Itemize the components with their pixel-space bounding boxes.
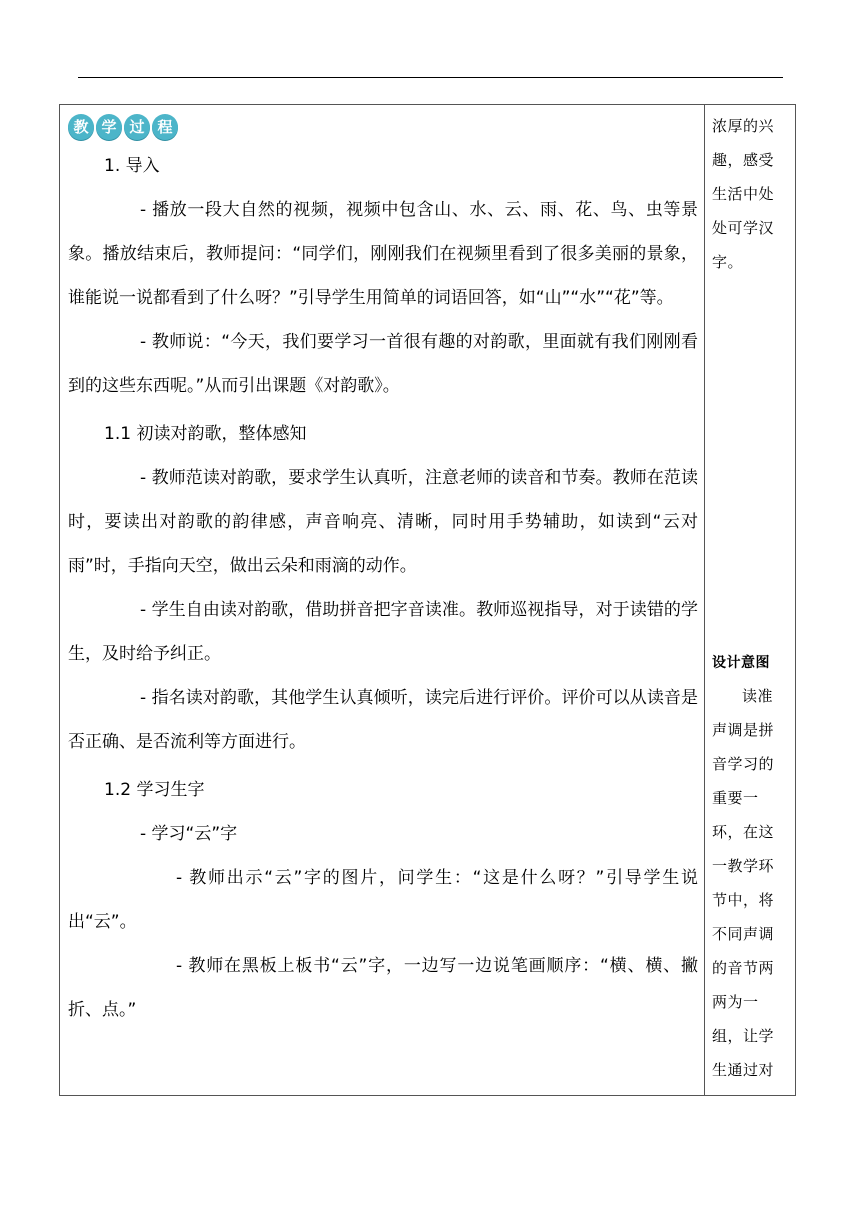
heading-first-reading: 1.1 初读对韵歌，整体感知: [104, 424, 307, 444]
teaching-process-column: [68, 105, 698, 1032]
badge-char: 过: [124, 114, 150, 140]
lesson-table: [59, 104, 796, 1096]
badge-char: 教: [68, 114, 94, 140]
side-note: 读准声调是拼音学习的重要一环，在这一教学环节中，将不同声调的音节两两为一组，让学生通过对: [712, 687, 775, 1079]
paragraph: - 教师出示“云”字的图片，问学生：“这是什么呀？”引导学生说出“云”。: [68, 868, 698, 932]
badge-char: 程: [152, 114, 178, 140]
column-divider: [704, 105, 705, 1095]
paragraph: - 播放一段大自然的视频，视频中包含山、水、云、雨、花、鸟、虫等景象。播放结束后，教师提问：“同学们，刚刚我们在视频里看到了很多美丽的景象，谁能说一说都看到了什么呀？”引导学生用简单的词语回答，如“山”“水”“花”等。: [68, 200, 698, 308]
heading-new-characters: 1.2 学习生字: [104, 780, 205, 800]
paragraph: - 指名读对韵歌，其他学生认真倾听，读完后进行评价。评价可以从读音是否正确、是否流利等方面进行。: [68, 688, 698, 752]
heading-intro: 1. 导入: [104, 156, 160, 176]
section-badge: [68, 114, 698, 140]
paragraph: - 学习“云”字: [140, 824, 238, 844]
side-note: 浓厚的兴趣，感受生活中处处可学汉字。: [712, 117, 775, 271]
paragraph: - 教师说：“今天，我们要学习一首很有趣的对韵歌，里面就有我们刚刚看到的这些东西呢。”从而引出课题《对韵歌》。: [68, 332, 698, 396]
paragraph: - 学生自由读对韵歌，借助拼音把字音读准。教师巡视指导，对于读错的学生，及时给予纠正。: [68, 600, 698, 664]
header-rule: [78, 77, 783, 78]
paragraph: - 教师范读对韵歌，要求学生认真听，注意老师的读音和节奏。教师在范读时，要读出对韵歌的韵律感，声音响亮、清晰，同时用手势辅助，如读到“云对雨”时，手指向天空，做出云朵和雨滴的动作。: [68, 468, 698, 576]
badge-char: 学: [96, 114, 122, 140]
paragraph: - 教师在黑板上板书“云”字，一边写一边说笔画顺序：“横、横、撇折、点。”: [68, 956, 698, 1020]
design-intent-title: 设计意图: [712, 655, 770, 671]
design-notes-column: [712, 105, 786, 1079]
